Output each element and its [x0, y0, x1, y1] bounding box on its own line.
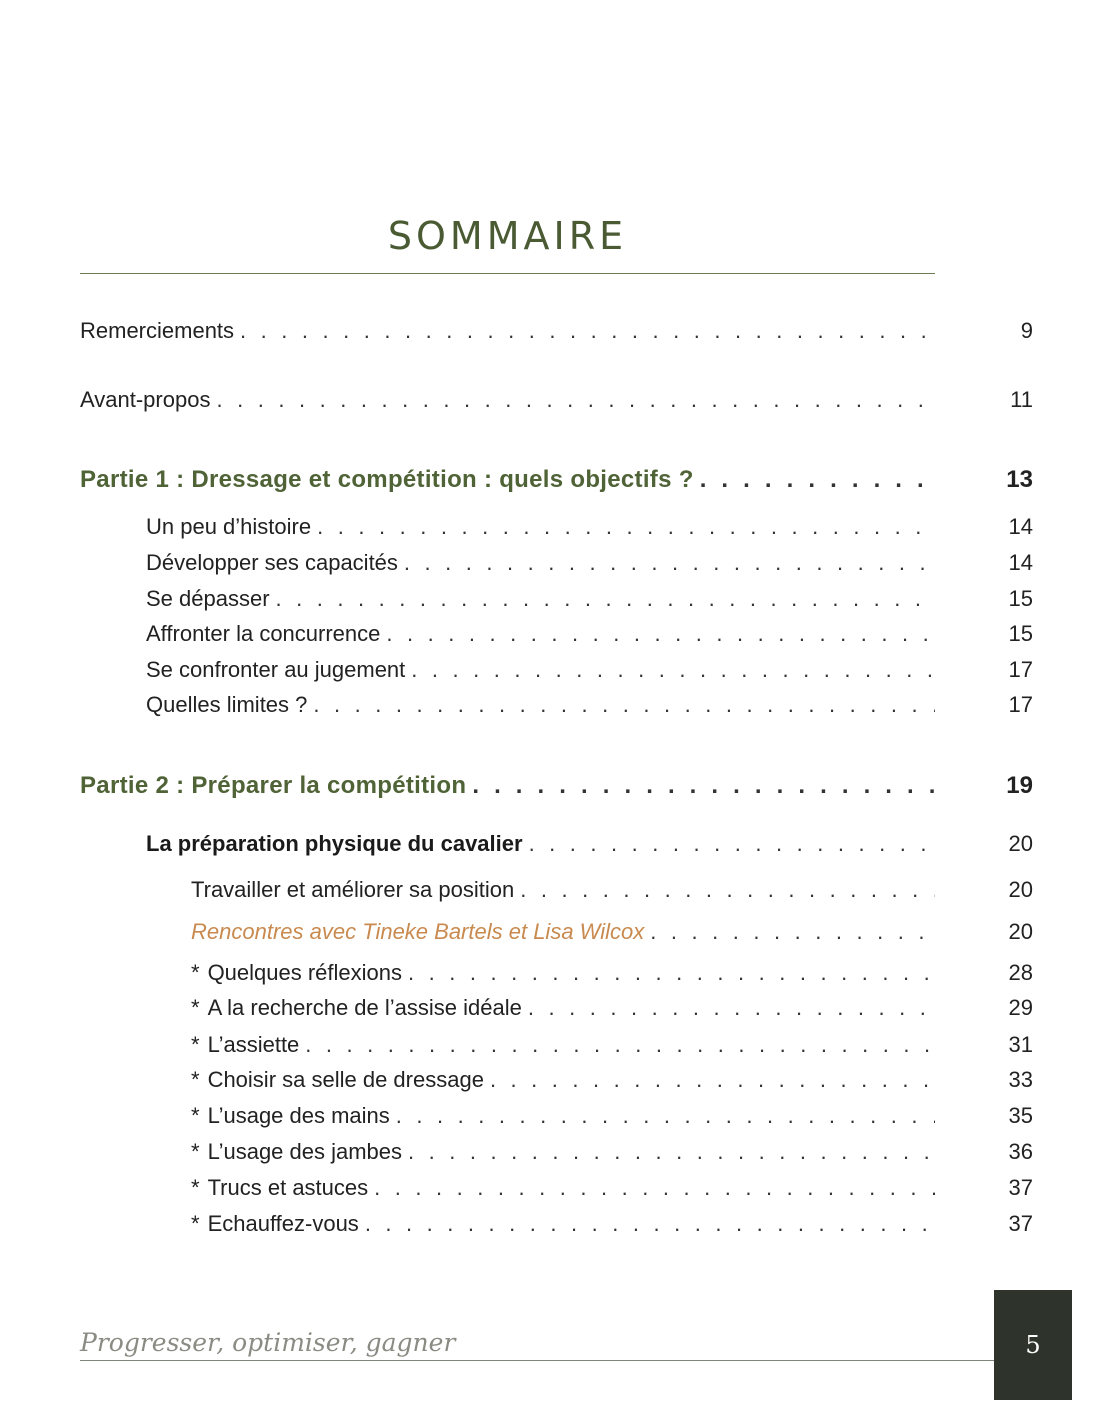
toc-entry-label: Travailler et améliorer sa position	[191, 877, 515, 902]
toc-part-label: Partie 2 : Préparer la compétition	[80, 772, 467, 799]
dot-leader	[700, 466, 935, 494]
toc-page-number: 20	[1008, 919, 1033, 944]
toc-entry-label: Un peu d’histoire	[146, 514, 312, 539]
toc-entry-label	[191, 1211, 359, 1237]
toc-entry-label: Avant-propos	[80, 387, 211, 412]
dot-leader	[490, 1067, 935, 1093]
dot-leader	[408, 1139, 935, 1165]
dot-leader	[529, 831, 935, 857]
toc-entry-jambes[interactable]	[191, 1139, 1033, 1171]
toc-entry-text: L’assiette	[207, 1032, 300, 1057]
bullet-star: *	[191, 1067, 200, 1092]
toc-part-label: Partie 1 : Dressage et compétition : quels objectifs ?	[80, 466, 694, 493]
toc-page-number: 11	[1010, 387, 1033, 412]
toc-entry-label: Rencontres avec Tineke Bartels et Lisa Wilcox	[191, 919, 645, 944]
toc-page-number: 9	[1020, 318, 1033, 343]
dot-leader	[317, 514, 935, 540]
toc-page-number: 14	[1008, 550, 1033, 575]
toc-page-number: 29	[1008, 995, 1033, 1020]
bullet-star: *	[191, 960, 200, 985]
toc-page-number: 37	[1008, 1211, 1033, 1236]
toc-part-2[interactable]	[80, 772, 1033, 804]
dot-leader	[396, 1103, 935, 1129]
footer-divider	[80, 1360, 994, 1361]
toc-entry-concurrence[interactable]	[146, 621, 1033, 653]
title-divider	[80, 273, 935, 274]
toc-page-number: 28	[1008, 960, 1033, 985]
page-number: 5	[1025, 1331, 1041, 1359]
dot-leader	[240, 318, 935, 344]
toc-entry-label: Se dépasser	[146, 586, 270, 611]
toc-page-number: 20	[1008, 877, 1033, 902]
toc-entry-label	[191, 1103, 390, 1129]
page-number-box	[994, 1290, 1072, 1400]
toc-entry-rencontres[interactable]	[191, 919, 1033, 951]
toc-entry-jugement[interactable]	[146, 657, 1033, 689]
toc-page-number: 36	[1008, 1139, 1033, 1164]
toc-page-number: 19	[1006, 772, 1033, 799]
toc-section-preparation-physique[interactable]	[146, 831, 1033, 863]
toc-entry-astuces[interactable]	[191, 1175, 1033, 1207]
toc-entry-label: Affronter la concurrence	[146, 621, 381, 646]
bullet-star: *	[191, 1211, 200, 1236]
toc-entry-assiette[interactable]	[191, 1032, 1033, 1064]
dot-leader	[305, 1032, 935, 1058]
page-title: SOMMAIRE	[387, 214, 628, 258]
toc-entry-histoire[interactable]	[146, 514, 1033, 546]
dot-leader	[411, 657, 935, 683]
toc-entry-reflexions[interactable]	[191, 960, 1033, 992]
toc-entry-label	[191, 1032, 299, 1058]
bullet-star: *	[191, 1139, 200, 1164]
bullet-star: *	[191, 1175, 200, 1200]
bullet-star: *	[191, 1032, 200, 1057]
dot-leader	[374, 1175, 935, 1201]
bullet-star: *	[191, 1103, 200, 1128]
toc-entry-depasser[interactable]	[146, 586, 1033, 618]
toc-entry-text: L’usage des mains	[207, 1103, 390, 1128]
toc-entry-label	[191, 960, 402, 986]
toc-page-number: 20	[1008, 831, 1033, 856]
toc-page-number: 17	[1008, 657, 1033, 682]
dot-leader	[528, 995, 935, 1021]
toc-entry-avant-propos[interactable]	[80, 387, 1033, 419]
toc-entry-label: Remerciements	[80, 318, 235, 343]
toc-entry-text: Echauffez-vous	[207, 1211, 359, 1236]
dot-leader	[520, 877, 935, 903]
toc-entry-label	[191, 1175, 368, 1201]
dot-leader	[650, 919, 935, 945]
toc-entry-text: A la recherche de l’assise idéale	[207, 995, 522, 1020]
dot-leader	[313, 692, 935, 718]
running-title: Progresser, optimiser, gagner	[80, 1328, 456, 1357]
toc-page-number: 37	[1008, 1175, 1033, 1200]
toc-page-number: 14	[1008, 514, 1033, 539]
dot-leader	[216, 387, 935, 413]
toc-entry-label	[191, 1067, 484, 1093]
toc-page-number: 31	[1008, 1032, 1033, 1057]
toc-entry-label: Se confronter au jugement	[146, 657, 406, 682]
toc-entry-label: Développer ses capacités	[146, 550, 398, 575]
toc-entry-limites[interactable]	[146, 692, 1033, 724]
toc-page-number: 15	[1008, 586, 1033, 611]
dot-leader	[408, 960, 935, 986]
dot-leader	[386, 621, 935, 647]
toc-entry-mains[interactable]	[191, 1103, 1033, 1135]
toc-entry-label: Quelles limites ?	[146, 692, 308, 717]
dot-leader	[276, 586, 935, 612]
bullet-star: *	[191, 995, 200, 1020]
toc-page-number: 15	[1008, 621, 1033, 646]
toc-page-number: 13	[1006, 466, 1033, 493]
toc-entry-text: Choisir sa selle de dressage	[207, 1067, 484, 1092]
toc-entry-selle[interactable]	[191, 1067, 1033, 1099]
toc-entry-label	[191, 1139, 402, 1165]
toc-entry-assise[interactable]	[191, 995, 1033, 1027]
toc-page-number: 35	[1008, 1103, 1033, 1128]
toc-entry-capacites[interactable]	[146, 550, 1033, 582]
toc-section-label: La préparation physique du cavalier	[146, 831, 523, 856]
dot-leader	[472, 772, 935, 800]
toc-entry-text: Quelques réflexions	[207, 960, 403, 985]
dot-leader	[365, 1211, 935, 1237]
dot-leader	[404, 550, 935, 576]
toc-part-1[interactable]	[80, 466, 1033, 498]
toc-entry-position[interactable]	[191, 877, 1033, 909]
toc-page-number: 17	[1008, 692, 1033, 717]
toc-entry-remerciements[interactable]	[80, 318, 1033, 350]
toc-entry-text: Trucs et astuces	[207, 1175, 369, 1200]
toc-page-number: 33	[1008, 1067, 1033, 1092]
toc-entry-label	[191, 995, 522, 1021]
toc-entry-echauffez[interactable]	[191, 1211, 1033, 1243]
toc-entry-text: L’usage des jambes	[207, 1139, 403, 1164]
